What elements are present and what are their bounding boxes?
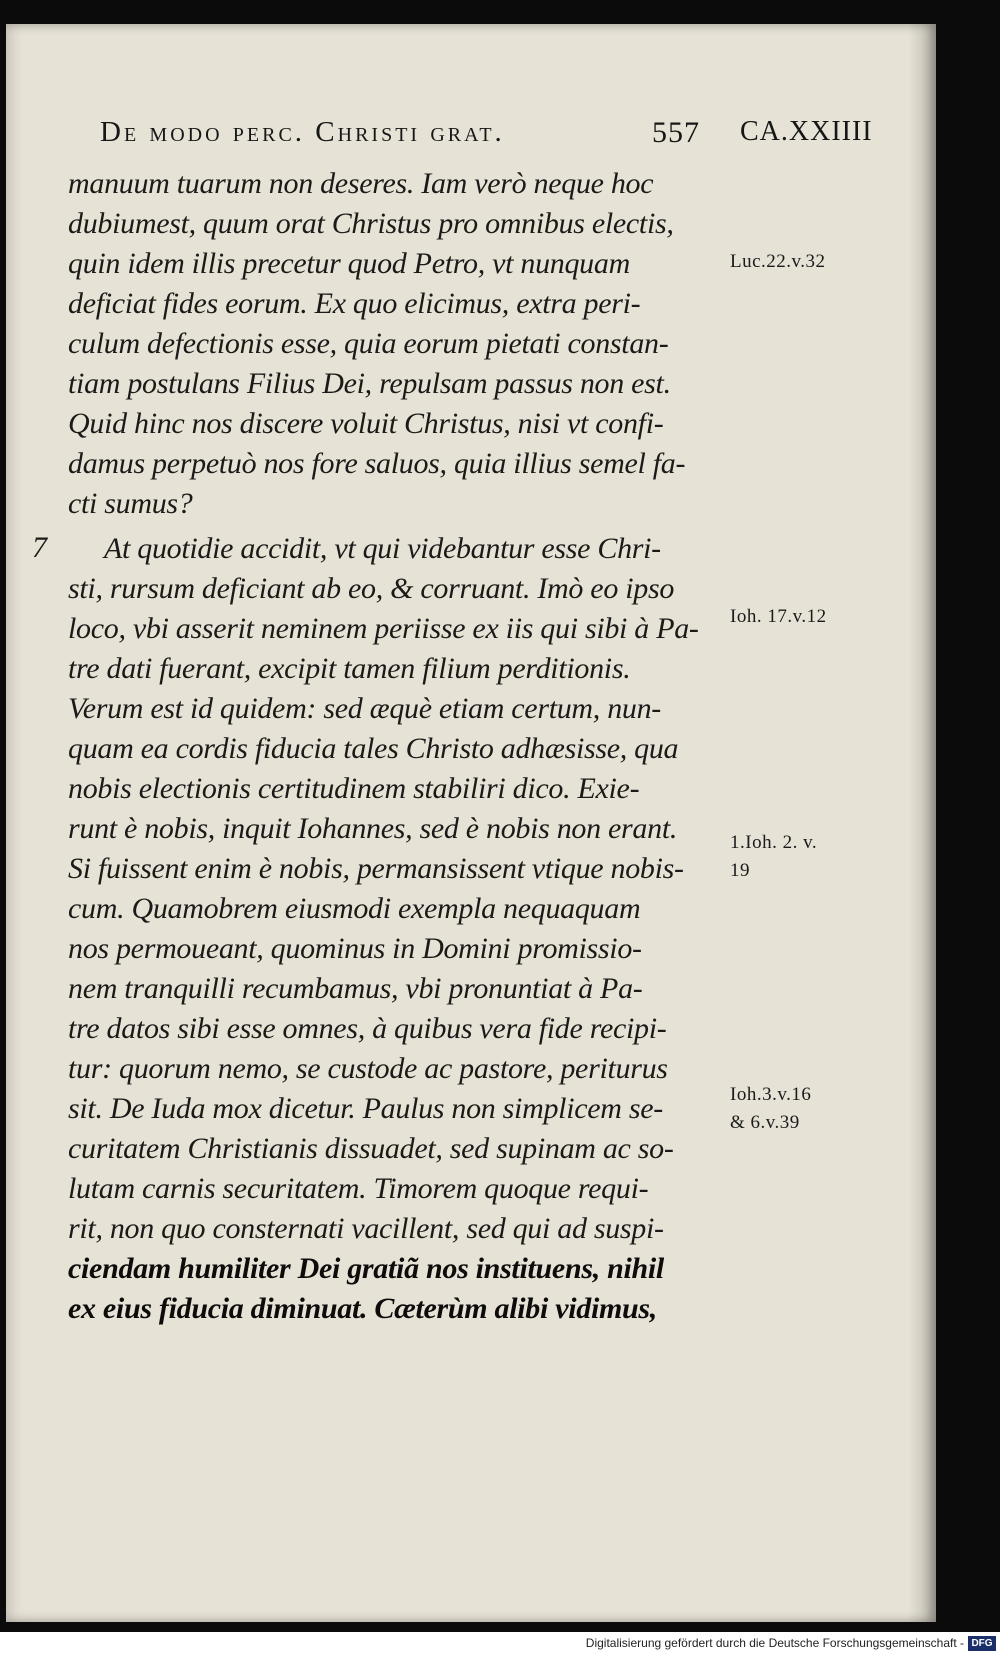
running-header: [100, 116, 900, 156]
text-line: dubiumest, quum orat Christus pro omnibus electis,: [68, 207, 674, 240]
text-line: curitatem Christianis dissuadet, sed supinam ac so-: [68, 1132, 674, 1165]
chapter-label: CA.XXIIII: [740, 116, 873, 147]
text-line: nobis electionis certitudinem stabiliri dico. Exie-: [68, 772, 640, 805]
text-line: ex eius fiducia diminuat. Cæterùm alibi vidimus,: [68, 1292, 657, 1325]
text-line: cti sumus?: [68, 487, 193, 520]
text-line: quin idem illis precetur quod Petro, vt nunquam: [68, 247, 630, 280]
margin-note: 1.Ioh. 2. v.: [730, 832, 818, 853]
text-line: damus perpetuò nos fore saluos, quia illius semel fa-: [68, 447, 686, 480]
paragraph-number: 7: [32, 531, 47, 564]
margin-note: 19: [730, 860, 750, 881]
margin-note: Ioh. 17.v.12: [730, 606, 827, 627]
dfg-logo: DFG: [968, 1636, 996, 1651]
text-line: ciendam humiliter Dei gratiã nos instituens, nihil: [68, 1252, 664, 1285]
text-line: deficiat fides eorum. Ex quo elicimus, extra peri-: [68, 287, 641, 320]
text-line: runt è nobis, inquit Iohannes, sed è nobis non erant.: [68, 812, 678, 845]
margin-note: & 6.v.39: [730, 1112, 800, 1133]
text-line: nos permoueant, quominus in Domini promissio-: [68, 932, 642, 965]
text-line: sit. De Iuda mox dicetur. Paulus non simplicem se-: [68, 1092, 663, 1125]
text-line: lutam carnis securitatem. Timorem quoque requi-: [68, 1172, 649, 1205]
text-line: Si fuissent enim è nobis, permansissent vtique nobis-: [68, 852, 684, 885]
text-line: quam ea cordis fiducia tales Christo adhæsisse, qua: [68, 732, 679, 765]
page-number: 557: [652, 116, 700, 149]
text-line: sti, rursum deficiant ab eo, & corruant. Imò eo ipso: [68, 572, 675, 605]
margin-note: Luc.22.v.32: [730, 251, 826, 272]
footer-bar: [0, 1633, 1000, 1655]
margin-note: Ioh.3.v.16: [730, 1084, 812, 1105]
text-line: Verum est id quidem: sed æquè etiam certum, nun-: [68, 692, 661, 725]
text-line: Quid hinc nos discere voluit Christus, nisi vt confi-: [68, 407, 664, 440]
text-line: culum defectionis esse, quia eorum pietati constan-: [68, 327, 669, 360]
text-line: tre dati fuerant, excipit tamen filium perditionis.: [68, 652, 631, 685]
text-line: cum. Quamobrem eiusmodi exempla nequaquam: [68, 892, 641, 925]
text-line: tur: quorum nemo, se custode ac pastore, periturus: [68, 1052, 668, 1085]
text-line: rit, non quo consternati vacillent, sed qui ad suspi-: [68, 1212, 664, 1245]
text-line: manuum tuarum non deseres. Iam verò neque hoc: [68, 167, 654, 200]
funding-credit: Digitalisierung gefördert durch die Deutsche Forschungsgemeinschaft -: [585, 1636, 964, 1650]
text-line: tre datos sibi esse omnes, à quibus vera fide recipi-: [68, 1012, 667, 1045]
text-line: nem tranquilli recumbamus, vbi pronuntiat à Pa-: [68, 972, 643, 1005]
header-title: De modo perc. Christi grat.: [100, 116, 505, 148]
text-line: At quotidie accidit, vt qui videbantur esse Chri-: [104, 532, 661, 565]
text-line: tiam postulans Filius Dei, repulsam passus non est.: [68, 367, 671, 400]
text-line: loco, vbi asserit neminem periisse ex iis qui sibi à Pa-: [68, 612, 699, 645]
